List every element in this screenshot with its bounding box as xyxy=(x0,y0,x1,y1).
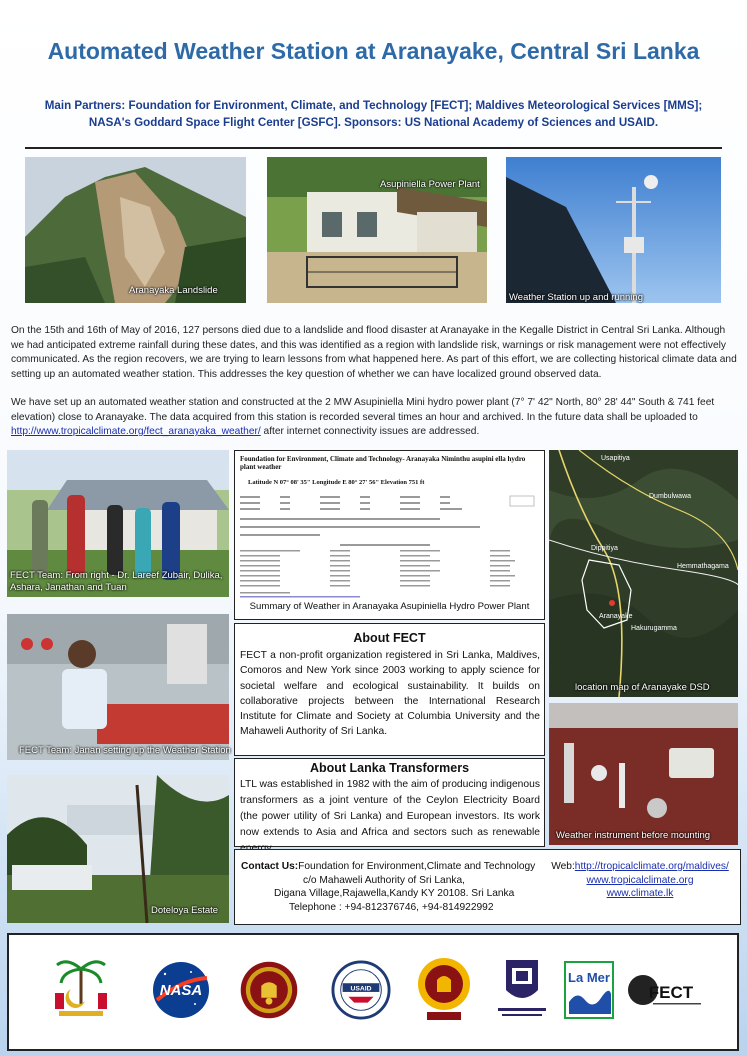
summary-caption: Summary of Weather in Aranayaka Asupiniella Hydro Power Plant xyxy=(249,601,530,612)
maldives-emblem-icon xyxy=(51,935,111,1045)
sri-lanka-emblem-icon xyxy=(239,935,299,1045)
summary-header: Foundation for Environment, Climate and Technology- Aranayaka Niminthu asupini ella hydro plant weather xyxy=(240,455,526,471)
contact-address-2: Digana Village,Rajawella,Kandy KY 20108. Sri Lanka xyxy=(274,888,515,899)
station-photo xyxy=(506,157,721,303)
instrument-caption: Weather instrument before mounting xyxy=(556,830,711,841)
intro-paragraph-1: On the 15th and 16th of May of 2016, 127 persons died due to a landslide and flood disaster at Aranayake in the Kegalle District in Central Sri Lanka. Although we had anticipated extreme rainfall during these dates, and this was identified as a region with landslide risk, warnings or risk management were not effectively communicated. As the region recovers, we are trying to learn lessons from what happened here. As part of this effort, we are collecting historical climate data and setting up an automated weather station. This addresses the key question of whether we can have localized ground observed data. xyxy=(11,325,737,380)
web-link-maldives[interactable]: http://tropicalclimate.org/maldives/ xyxy=(574,861,729,872)
about-fect-body: FECT a non-profit organization registered in Sri Lanka, Maldives, Comoros and New York since 2003 working to apply science for societal welfare and ecological sustainability. It builds on collaborative projects between the International Research Institute for Climate and Society at Columbia University and the Mahaweli Authority of Sri Lanka. xyxy=(240,650,540,738)
station-caption: Weather Station up and running xyxy=(509,292,643,303)
fect-logo xyxy=(627,935,707,1045)
summary-table-graphic xyxy=(240,492,538,602)
usaid-logo xyxy=(331,935,391,1045)
map-label-hemmathagama: Hemmathagama xyxy=(677,563,729,570)
contact-org: Foundation for Environment,Climate and Technology xyxy=(298,861,536,872)
instrument-photo xyxy=(549,703,738,845)
partners-text: Main Partners: Foundation for Environment, Climate, and Technology [FECT]; Maldives Meteorological Services [MMS]; NASA's Goddard Space Flight Center [GSFC]. Sponsors: US National Academy of Sciences and USAID. xyxy=(44,99,703,129)
about-ltl-body: LTL was established in 1982 with the aim of producing indigenous transformers as a joint venture of the Ceylon Electricity Board (the power utility of Sri Lanka) and European investors. Its work now extends to Asia and Africa and sectors such as renewable xyxy=(240,779,540,838)
map-label-usapitiya: Usapitiya xyxy=(601,455,630,462)
intro-text xyxy=(11,324,738,454)
landslide-caption: Aranayaka Landslide xyxy=(129,285,218,296)
about-fect-heading: About FECT xyxy=(353,631,426,645)
doteloya-photo xyxy=(7,775,229,923)
fect-label: FECT xyxy=(648,983,694,1002)
nasa-label: NASA xyxy=(159,982,203,999)
power-plant-caption: Asupiniella Power Plant xyxy=(380,179,480,190)
about-ltl-panel xyxy=(234,758,545,847)
web-label: Web: xyxy=(551,861,575,872)
janan-caption: FECT Team: Janan setting up the Weather Station xyxy=(19,745,231,756)
web-link-tropicalclimate[interactable]: www.tropicalclimate.org xyxy=(586,874,694,886)
sri-lanka-government-emblem-icon xyxy=(414,935,474,1045)
team-caption: FECT Team: From right - Dr. Lareef Zubair, Dulika, Ashara, Janathan and Tuan xyxy=(10,570,223,593)
intro-paragraph-2: We have set up an automated weather station and constructed at the 2 MW Asupiniella Mini hydro power plant (7° 7' 42" North, 80° 28' 44" South & 741 feet elevation) close to Aranayake. The data acquired from this station is recorded several times an hour and archived. In the future data shall be uploaded to http://www.tropicalclimate.org/fect_aranayaka_weather/ after internet connectivity issues are addressed. xyxy=(11,397,715,437)
location-caption: location map of Aranayake DSD xyxy=(575,682,710,693)
contact-phone: Telephone : +94-812376746, +94-814922992 xyxy=(289,901,494,913)
university-crest-icon xyxy=(492,935,552,1045)
contact-label: Contact Us: xyxy=(241,861,299,872)
la-mer-logo xyxy=(559,935,619,1045)
page-title: Automated Weather Station at Aranayake, Central Sri Lanka xyxy=(47,38,700,64)
map-label-dumbulwawa: Dumbulwawa xyxy=(649,493,692,500)
doteloya-caption: Doteloya Estate xyxy=(151,905,219,916)
nasa-logo xyxy=(151,935,211,1045)
about-ltl-heading: About Lanka Transformers xyxy=(309,761,470,775)
usaid-label: USAID xyxy=(350,985,372,993)
sponsor-logos xyxy=(7,933,739,1051)
map-label-hakurugamma: Hakurugamma xyxy=(631,625,677,632)
map-label-dippitiya: Dippitiya xyxy=(591,545,618,552)
la-mer-label: La Mer xyxy=(568,970,610,985)
divider xyxy=(25,147,722,149)
map-label-aranayake: Aranayake xyxy=(599,613,633,620)
landslide-photo xyxy=(25,157,246,303)
weather-summary-panel xyxy=(234,450,545,620)
contact-address-1: c/o Mahaweli Authority of Sri Lanka, xyxy=(303,874,465,886)
janan-photo xyxy=(7,614,229,760)
about-fect-panel xyxy=(234,623,545,756)
contact-panel xyxy=(234,849,741,925)
location-map xyxy=(549,450,738,697)
summary-coords: Latitude N 07° 08' 35" Longitude E 80° 27' 56" Elevation 751 ft xyxy=(248,479,425,486)
weather-data-link[interactable]: http://www.tropicalclimate.org/fect_aranayaka_weather/ xyxy=(11,426,261,437)
web-link-climate-lk[interactable]: www.climate.lk xyxy=(606,888,674,899)
